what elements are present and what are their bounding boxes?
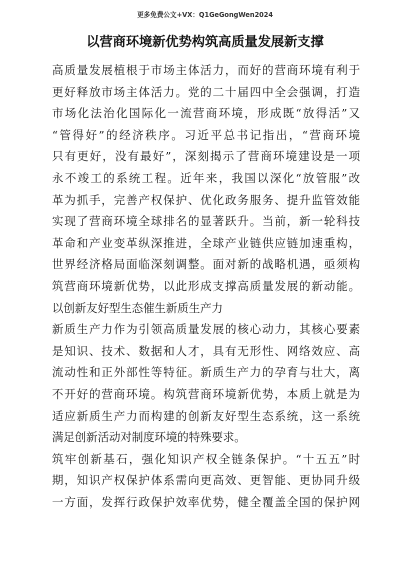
text-line: 筑牢创新基石，强化知识产权全链条保护。“十五五”时 [52,451,360,466]
text-line: 适应新质生产力而构建的创新友好型生态系统，这一系统 [52,408,360,423]
text-line: 只有更好，没有最好”，深刻揭示了营商环境建设是一项 [52,149,360,164]
header-note: 更多免费公文+VX：Q1GeGongWen2024 [137,11,273,19]
text-line: 满足创新活动对制度环境的特殊要求。 [52,430,246,445]
text-line: 革为抓手，完善产权保护、优化政务服务、提升监管效能 [52,192,360,207]
section-heading: 以创新友好型生态催生新质生产力 [52,300,223,315]
text-line: 实现了营商环境全球排名的显著跃升。当前，新一轮科技 [52,214,360,229]
text-line: 新质生产力作为引领高质量发展的核心动力，其核心要素 [52,322,360,337]
text-line: 是知识、技术、数据和人才，具有无形性、网络效应、高 [52,343,360,358]
text-line: “管得好”的经济秩序。习近平总书记指出，“营商环境 [52,127,360,142]
text-line: 期，知识产权保护体系需向更高效、更智能、更协同升级 [52,473,360,488]
text-line: 流动性和正外部性等特征。新质生产力的孕育与壮大，离 [52,365,360,380]
text-line: 不开好的营商环境。构筑营商环境新优势，本质上就是为 [52,386,360,401]
text-line: 筑营商环境新优势，以此形成支撑高质量发展的新动能。 [52,278,360,293]
text-line: 市场化法治化国际化一流营商环境，形成既“放得活”又 [52,106,360,121]
document-body [52,60,360,513]
text-line: 永不竣工的系统工程。近年来，我国以深化“放管服”改 [52,170,360,185]
text-line: 更好释放市场主体活力。党的二十届四中全会强调，打造 [52,84,360,99]
text-line: 一方面，发挥行政保护效率优势，健全覆盖全国的保护网 [52,494,360,509]
document-title: 以营商环境新优势构筑高质量发展新支撑 [86,35,324,50]
text-line: 革命和产业变革纵深推进，全球产业链供应链加速重构， [52,235,360,250]
text-line: 世界经济格局面临深刻调整。面对新的战略机遇，亟须构 [52,257,360,272]
text-line: 高质量发展植根于市场主体活力，而好的营商环境有利于 [52,63,360,77]
